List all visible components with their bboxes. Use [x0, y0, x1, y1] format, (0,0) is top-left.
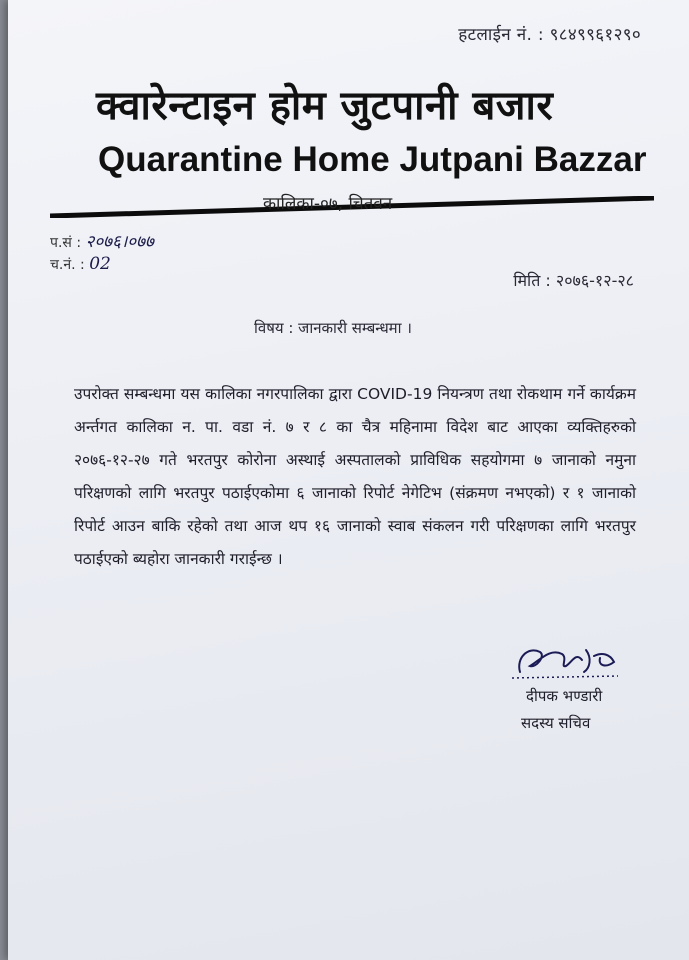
signatory-name: दीपक भण्डारी: [526, 687, 603, 705]
letterhead-address: कालिका-०७, चितवन: [263, 194, 393, 214]
dispatch-number-row: [50, 254, 111, 274]
letter-page: [8, 0, 689, 960]
hotline-number: हटलाईन नं. : ९८४९९६१२९०: [458, 25, 641, 45]
letter-subject: विषय : जानकारी सम्बन्धमा ।: [254, 319, 412, 337]
letterhead-title-english: Quarantine Home Jutpani Bazzar: [98, 140, 647, 179]
letter-date: मिति : २०७६-१२-२८: [513, 271, 634, 290]
dispatch-number-label: च.नं. :: [50, 257, 85, 273]
letter-body: उपरोक्त सम्बन्धमा यस कालिका नगरपालिका द्वारा COVID-19 नियन्त्रण तथा रोकथाम गर्ने कार्यक्रम अर्न्तगत कालिका न. पा. वडा नं. ७ र ८ का चैत्र महिनामा विदेश बाट आएका व्यक्तिहरुको २०७६-१२-२७ गते भरतपुर कोरोना अस्थाई अस्पतालको प्राविधिक सहयोगमा ७ जानाको नमुना परिक्षणको लागि भरतपुर पठाईएकोमा ६ जानाको रिपोर्ट नेगेटिभ (संक्रमण नभएको) र १ जानाको रिपोर्ट आउन बाकि रहेको तथा आज थप १६ जानाको स्वाब संकलन गरी परिक्षणका लागि भरतपुर पठाईएको ब्यहोरा जानकारी गराईन्छ ।: [74, 385, 636, 568]
reference-number-label: प.सं :: [50, 235, 82, 251]
reference-number-row: [50, 229, 154, 252]
handwritten-signature: [506, 638, 626, 688]
reference-number-value: २०७६।०७७: [85, 232, 154, 252]
dispatch-number-value: 02: [89, 254, 111, 274]
signatory-title: सदस्य सचिव: [521, 714, 591, 732]
letterhead-title-nepali: क्वारेन्टाइन होम जुटपानी बजार: [96, 83, 554, 129]
